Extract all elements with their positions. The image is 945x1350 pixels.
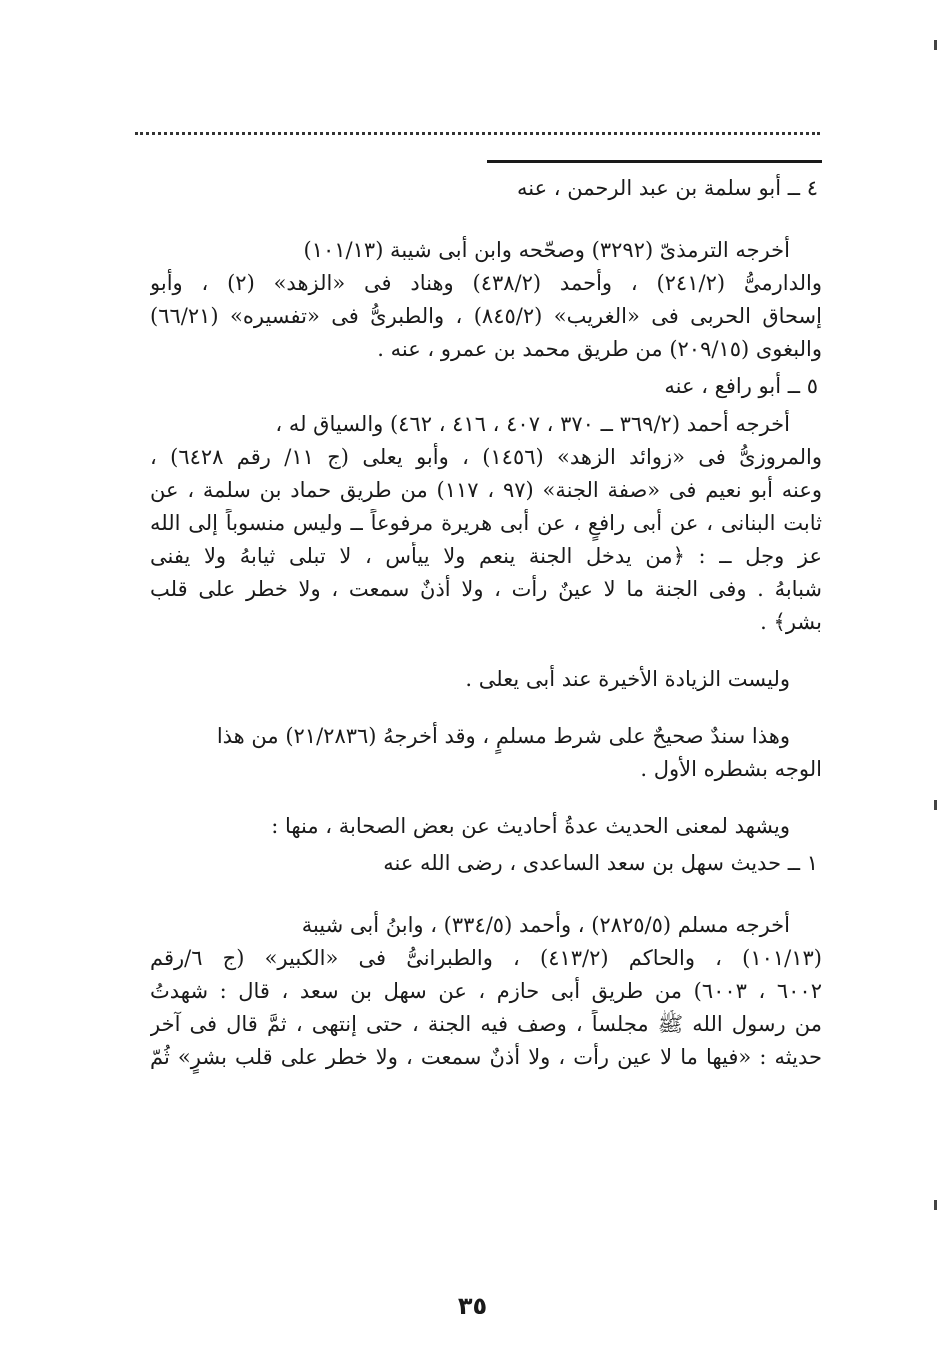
scan-edge-mark xyxy=(934,1200,937,1210)
text-line: عز وجل ــ : ﴿من يدخل الجنة ينعم ولا ييأس ، لا تبلى ثيابهُ ولا يفنى xyxy=(150,544,822,568)
text-line: حديثه : «فيها ما لا عين رأت ، ولا أذنٌ سمعت ، ولا خطر على قلب بشرٍ» ثُمّ xyxy=(150,1045,822,1069)
text-line: من رسول الله ﷺ مجلساً ، وصف فيه الجنة ، حتى إنتهى ، ثمَّ قال فى آخر xyxy=(150,1012,822,1036)
text-line: ٦٠٠٢ ، ٦٠٠٣) من طريق أبى حازم ، عن سهل بن سعد ، قال : شهدتُ xyxy=(150,979,822,1003)
scan-edge-mark xyxy=(934,800,937,810)
text-line: وهذا سندٌ صحيحٌ على شرط مسلمٍ ، وقد أخرجهُ (٢١/٢٨٣٦) من هذا xyxy=(216,724,790,748)
text-line: ويشهد لمعنى الحديث عدةُ أحاديث عن بعض الصحابة ، منها : xyxy=(271,814,790,838)
text-line: وليست الزيادة الأخيرة عند أبى يعلى . xyxy=(465,667,790,691)
text-line: أخرجه الترمذىّ (٣٢٩٢) وصحّحه وابن أبى شيبة (١٠١/١٣) xyxy=(303,238,790,262)
dotted-separator xyxy=(135,132,820,135)
text-line: أخرجه مسلم (٢٨٢٥/٥) ، وأحمد (٣٣٤/٥) ، وابنُ أبى شيبة xyxy=(301,913,790,937)
text-line: (١٠١/١٣) ، والحاكم (٤١٣/٢) ، والطبرانىُّ فى «الكبير» (ج ٦/رقم xyxy=(150,946,822,970)
page-number: ٣٥ xyxy=(457,1292,488,1320)
footnote-rule xyxy=(487,160,822,163)
text-line: بشر﴾ . xyxy=(760,610,822,634)
section-heading-5: ٥ ــ أبو رافع ، عنه xyxy=(664,374,818,398)
text-line: إسحاق الحربى فى «الغريب» (٨٤٥/٢) ، والطبرىُّ فى «تفسيره» (٦٦/٢١) xyxy=(150,304,822,328)
text-line: والمروزىُّ فى «زوائد الزهد» (١٤٥٦) ، وأبو يعلى (ج ١١/ رقم ٦٤٢٨) ، xyxy=(150,445,822,469)
text-line: أخرجه أحمد (٣٦٩/٢ ــ ٣٧٠ ، ٤٠٧ ، ٤١٦ ، ٤٦٢) والسياق له ، xyxy=(275,412,790,436)
scan-edge-mark xyxy=(934,40,937,50)
text-line: وعنه أبو نعيم فى «صفة الجنة» (٩٧ ، ١١٧) من طريق حماد بن سلمة ، عن xyxy=(150,478,822,502)
section-heading-4: ٤ ــ أبو سلمة بن عبد الرحمن ، عنه xyxy=(516,176,818,200)
text-line: والدارمىُّ (٢٤١/٢) ، وأحمد (٤٣٨/٢) وهناد فى «الزهد» (٢) ، وأبو xyxy=(150,271,822,295)
text-line: شبابهُ . وفى الجنة ما لا عينٌ رأت ، ولا أذنٌ سمعت ، ولا خطر على قلب xyxy=(150,577,822,601)
text-line: ثابت البنانى ، عن أبى رافعٍ ، عن أبى هريرة مرفوعاً ــ وليس منسوباً إلى الله xyxy=(150,511,822,535)
text-line: الوجه بشطره الأول . xyxy=(640,757,822,781)
main-text xyxy=(150,170,822,1076)
section-heading-1: ١ ــ حديث سهل بن سعد الساعدى ، رضى الله عنه xyxy=(383,851,818,875)
text-line: والبغوى (٢٠٩/١٥) من طريق محمد بن عمرو ، عنه . xyxy=(377,337,822,361)
